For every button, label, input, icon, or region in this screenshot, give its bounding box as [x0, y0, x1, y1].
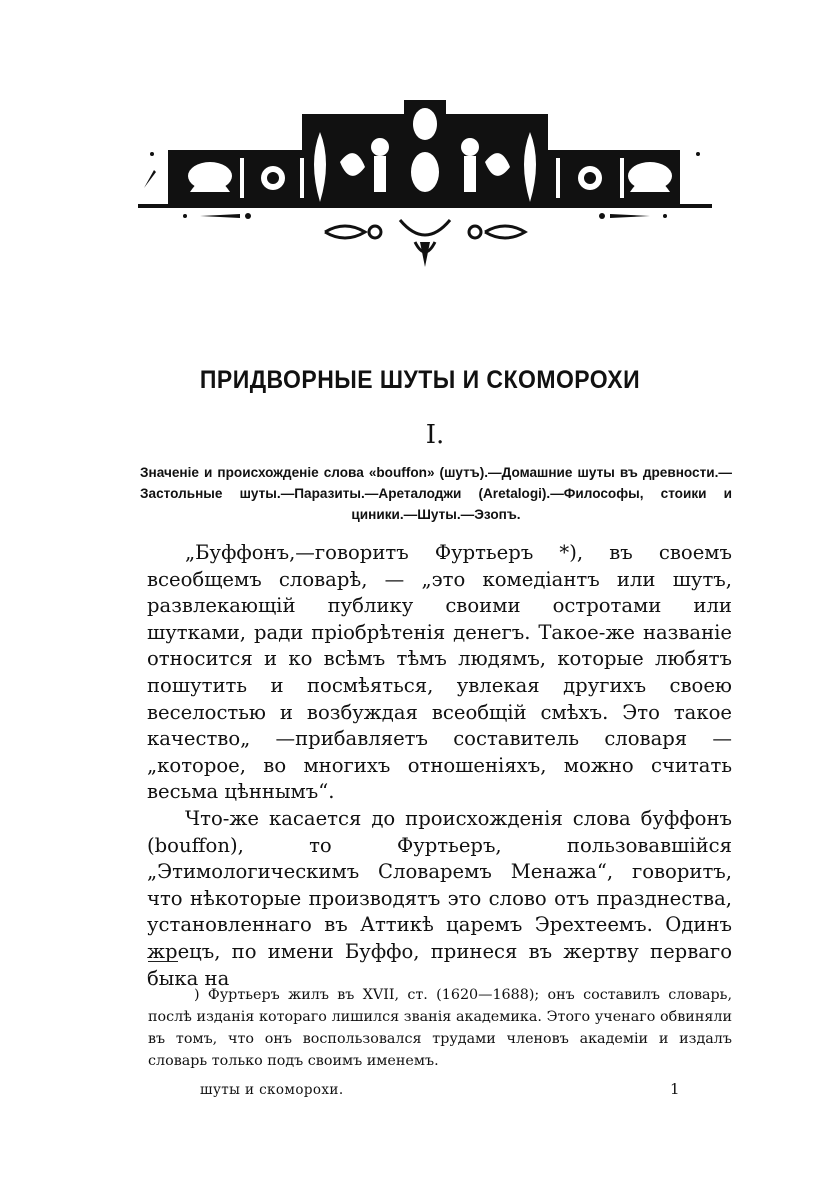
footnote	[148, 984, 732, 1072]
running-head: шуты и скоморохи.	[200, 1082, 344, 1098]
page-title: ПРИДВОРНЫЕ ШУТЫ И СКОМОРОХИ	[199, 366, 641, 394]
paragraph: Что-же касается до происхожденiя слова буффонъ (bouffon), то Фуртьеръ, пользовавшiйся „Этимологическимъ Словаремъ Менажа“, говоритъ, что нѣкоторые производятъ это слово отъ празднества, установленнаго въ Аттикѣ царемъ Эрехтеемъ. Одинъ жрецъ, по имени Буффо, принеся въ жертву перваго быка на	[147, 806, 732, 990]
footnote-divider	[148, 961, 178, 962]
chapter-summary: Значенiе и происхожденiе слова «bouffon» (шутъ).—Домашние шуты въ древности.—Застольные шуты.—Паразиты.—Ареталоджи (Aretalogi).—Философы, стоики и циники.—Шуты.—Эзопъ.	[140, 465, 732, 522]
page-number: 1	[670, 1080, 680, 1098]
decorative-headpiece-icon	[130, 92, 720, 267]
chapter-number: I.	[425, 420, 445, 450]
body-text	[147, 540, 732, 992]
footnote-text: ) Фуртьеръ жилъ въ XVII, ст. (1620—1688); онъ составилъ словарь, послѣ изданiя котораго лишился званiя академика. Этого ученаго обвиняли въ томъ, что онъ воспользовался трудами членовъ академiи и издалъ словарь только подъ своимъ именемъ.	[148, 987, 732, 1069]
paragraph: „Буффонъ,—говоритъ Фуртьеръ *), въ своемъ всеобщемъ словарѣ, — „это комедiантъ или шутъ, развлекающiй публику своими остротами или шутками, ради прiобрѣтенiя денегъ. Такое-же названiе относится и ко всѣмъ тѣмъ людямъ, которые любятъ пошутить и посмѣяться, увлекая другихъ своею веселостью и возбуждая всеобщiй смѣхъ. Это такое качество„ —прибавляетъ составитель словаря — „которое, во многихъ отношенiяхъ, можно считать весьма цѣннымъ“.	[147, 541, 732, 804]
